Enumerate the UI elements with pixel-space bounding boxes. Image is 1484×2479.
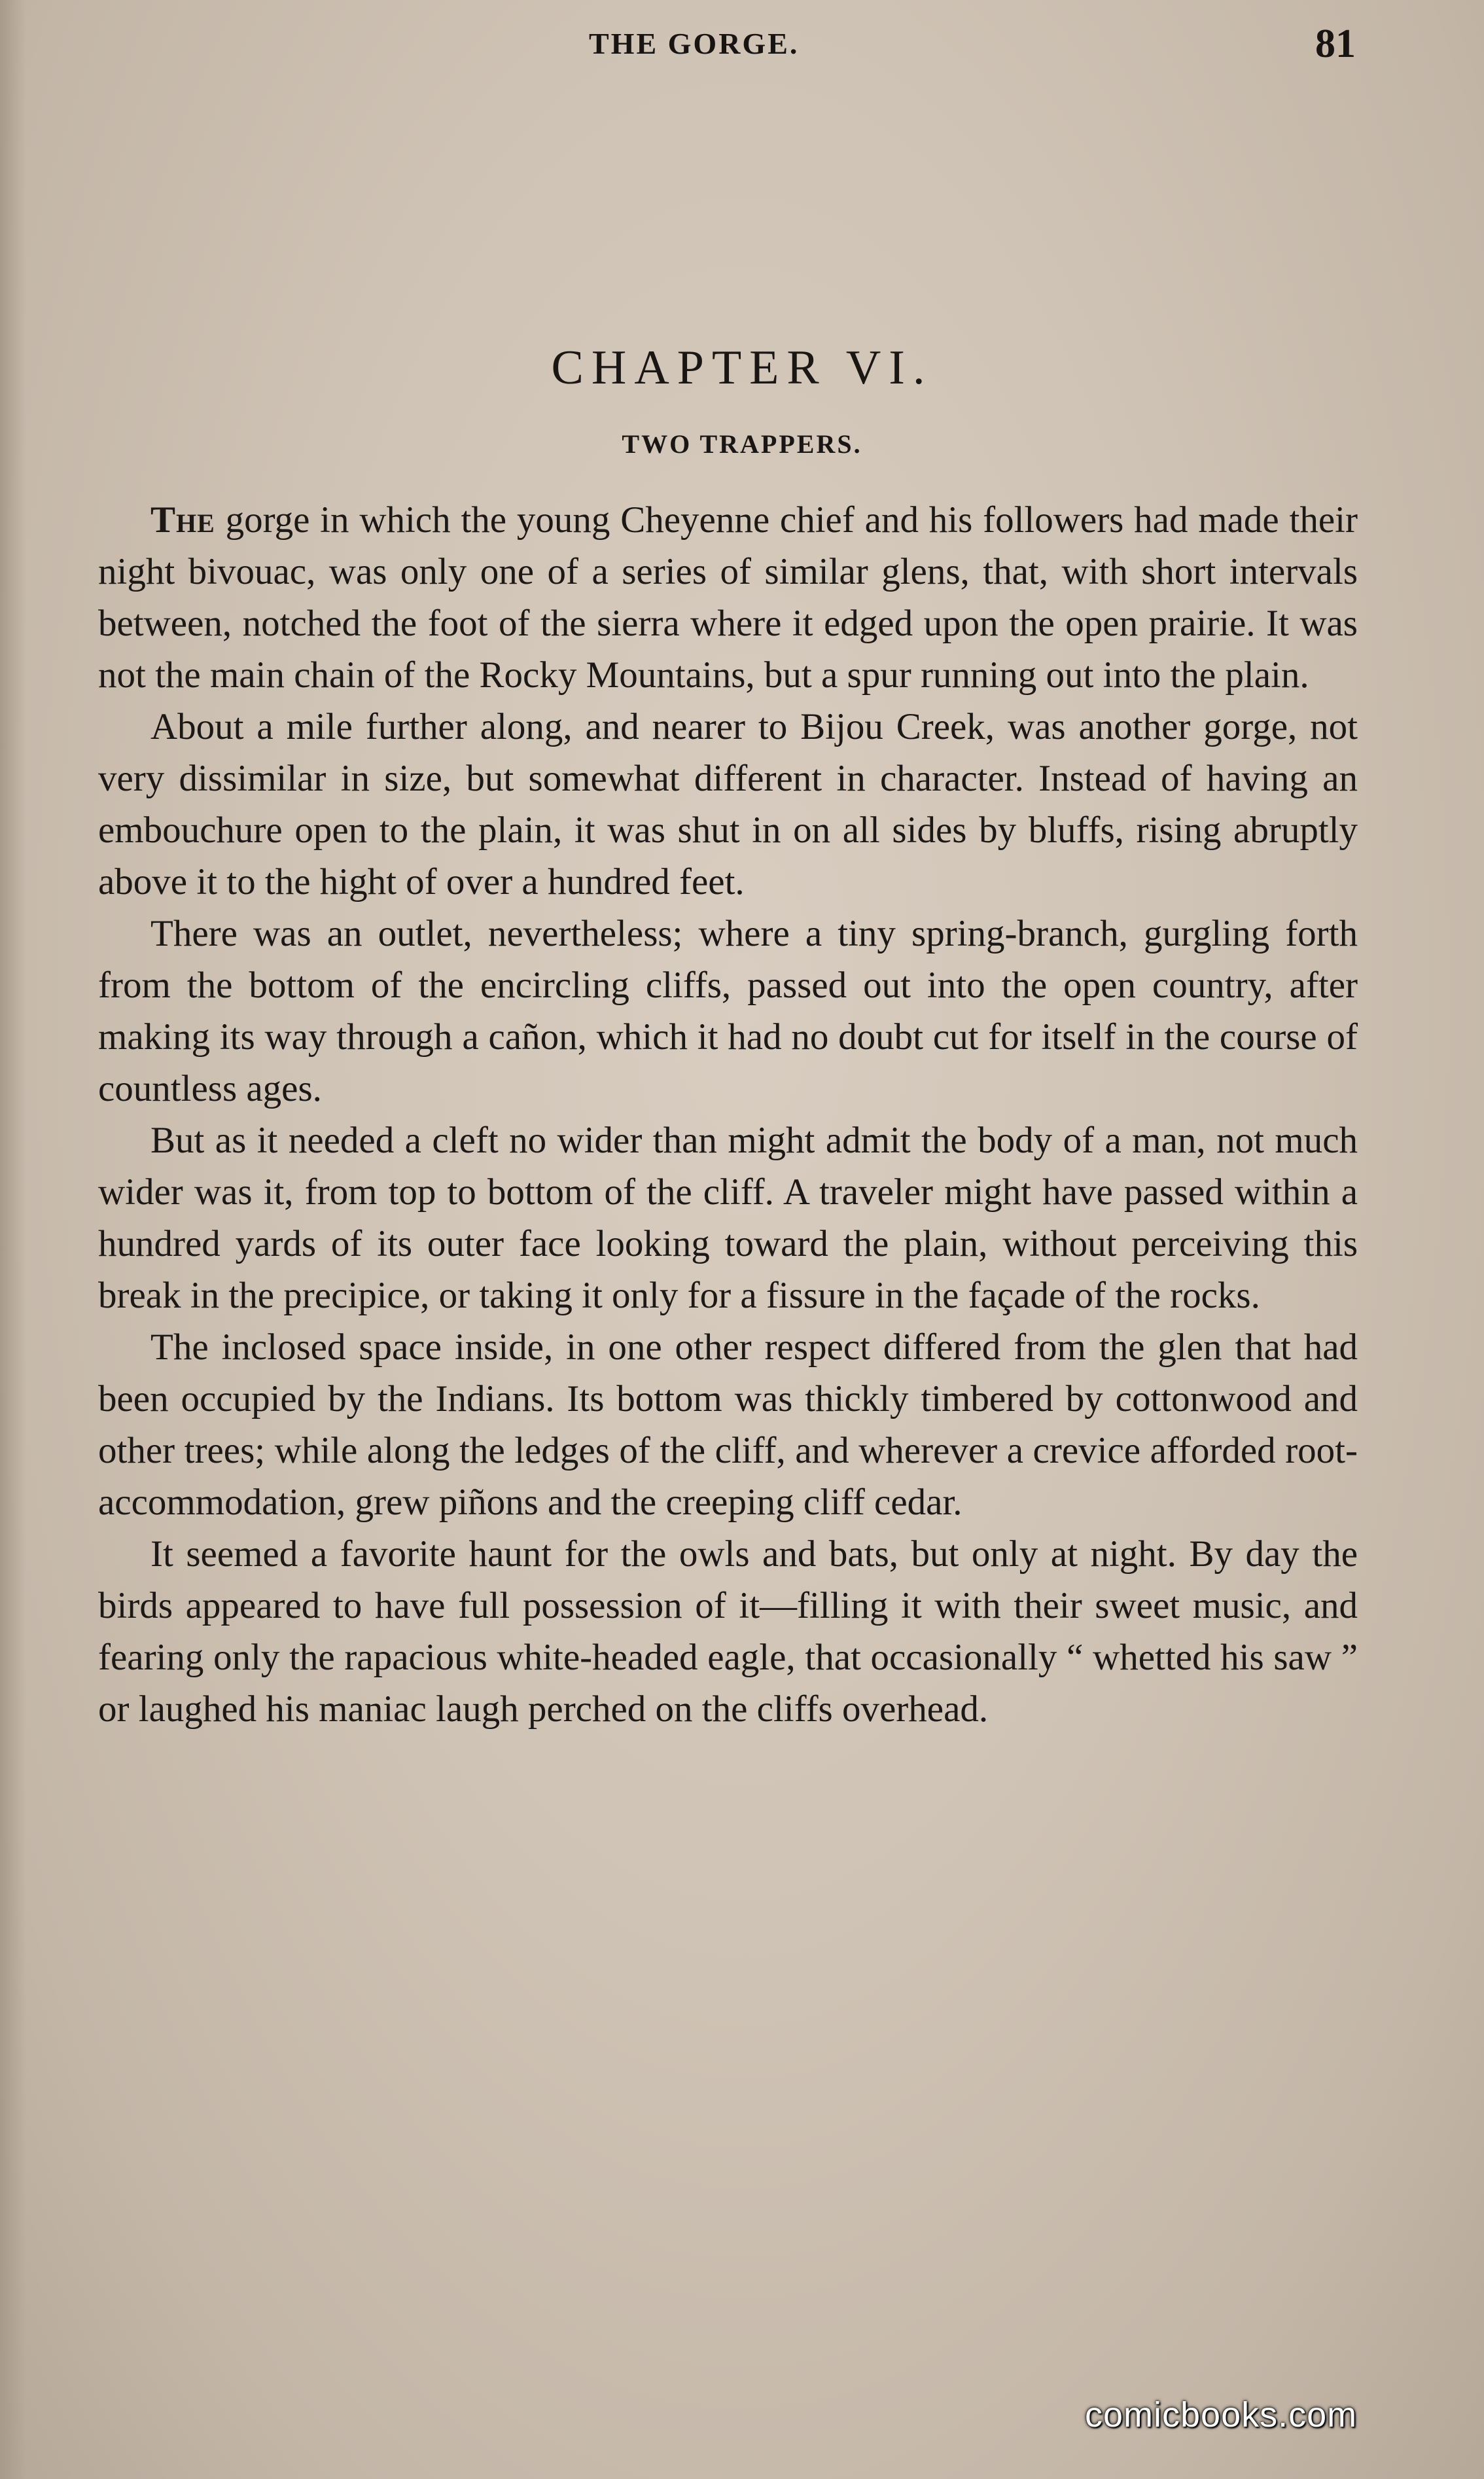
watermark: comicbooks.com (1085, 2395, 1358, 2434)
paragraph-4: But as it needed a cleft no wider than might admit the body of a man, not much wider was it, from top to bottom of the cliff. A traveler might have passed within a hundred yards of its outer face looking toward the plain, without perceiving this break in the precipice, or taking it only for a fissure in the façade of the rocks. (98, 1120, 1358, 1316)
paragraph-1 (98, 494, 1358, 701)
paragraph-lead-word: The (150, 499, 215, 541)
paragraph-6: It seemed a favorite haunt for the owls and bats, but only at night. By day the birds appeared to have full possession of it—filling it with their sweet music, and fearing only the rapacious white-headed eagle, that occasionally “ whetted his saw ” or laughed his maniac laugh perched on the cliffs overhead. (98, 1533, 1358, 1730)
paragraph-5: The inclosed space inside, in one other respect differed from the glen that had been occupied by the Indians. Its bottom was thickly timbered by cottonwood and other trees; while along the ledges of the cliff, and wherever a crevice afforded root-accommodation, grew piñons and the creeping cliff cedar. (98, 1327, 1358, 1523)
body-text (98, 494, 1358, 1735)
paragraph-text: gorge in which the young Cheyenne chief and his followers had made their night bivouac, was only one of a series of similar glens, that, with short intervals between, notched the foot of the sierra where it edged upon the open prairie. It was not the main chain of the Rocky Mountains, but a spur running out into the plain. (98, 499, 1358, 696)
paragraph-2: About a mile further along, and nearer to Bijou Creek, was another gorge, not very dissimilar in size, but somewhat different in character. Instead of having an embouchure open to the plain, it was shut in on all sides by bluffs, rising abruptly above it to the hight of over a hundred feet. (98, 706, 1358, 902)
paragraph-3: There was an outlet, nevertheless; where a tiny spring-branch, gurgling forth from the bottom of the encircling cliffs, passed out into the open country, after making its way through a cañon, which it had no doubt cut for itself in the course of countless ages. (98, 913, 1358, 1109)
running-head: THE GORGE. (589, 27, 800, 60)
page-header (0, 22, 1484, 79)
chapter-title: CHAPTER VI. (551, 341, 933, 395)
page-number: 81 (1315, 22, 1356, 66)
chapter-subtitle: TWO TRAPPERS. (622, 429, 862, 459)
